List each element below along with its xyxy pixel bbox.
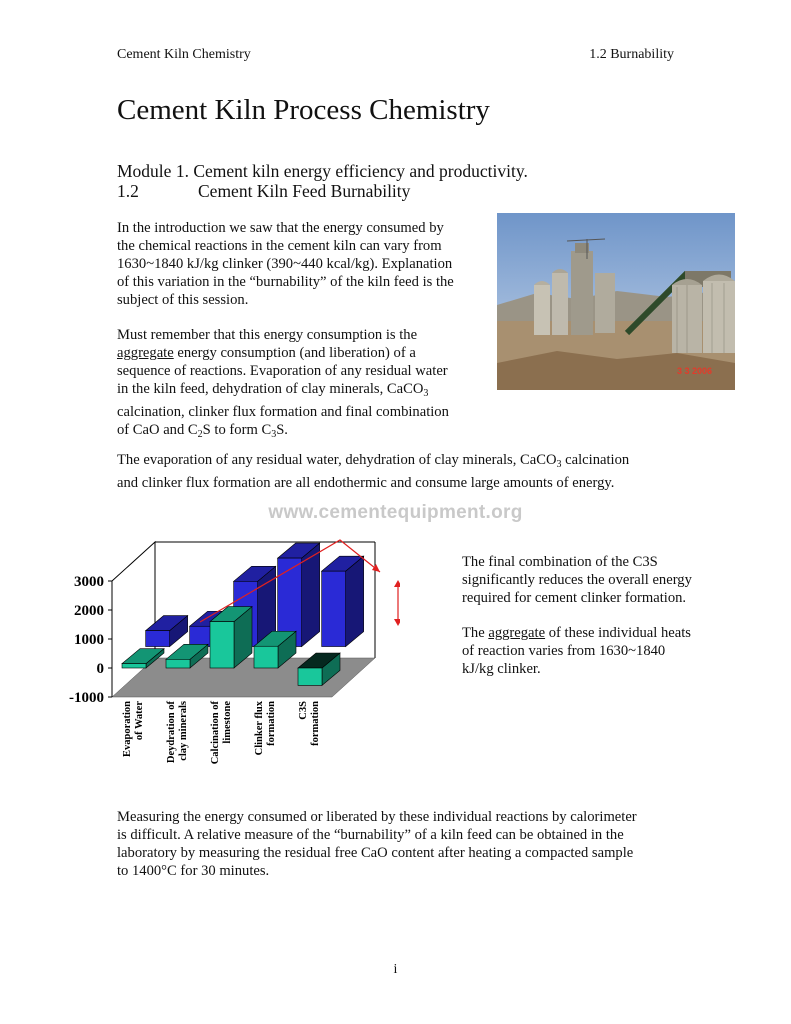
intro-paragraph [117, 219, 487, 309]
aggregate-underlined: aggregate [488, 625, 546, 641]
energy-chart [60, 530, 400, 770]
section-title: Cement Kiln Feed Burnability [198, 181, 411, 201]
para2-line: aggregate energy consumption (and liberation) of a [117, 345, 416, 361]
y-tick-label: -1000 [69, 690, 104, 706]
bottom-line: is difficult. A relative measure of the “burnability” of a kiln feed can be obtained in the [117, 827, 624, 843]
side-line: The aggregate of these individual heats [462, 625, 691, 641]
side-line: kJ/kg clinker. [462, 661, 541, 677]
para2-line: calcination, clinker flux formation and final combination [117, 404, 449, 420]
bar-back-series [322, 556, 364, 646]
section-number: 1.2 [117, 181, 139, 201]
watermark: www.cementequipment.org [268, 502, 523, 523]
para2-line: of CaO and $C_2S$ to form $C_3S$. [117, 422, 288, 440]
endothermic-paragraph [117, 451, 717, 492]
intro-line: the chemical reactions in the cement kiln can vary from [117, 238, 442, 254]
side-text-aggregate [462, 624, 762, 678]
aggregate-underlined: aggregate [117, 345, 174, 361]
side-line: required for cement clinker formation. [462, 590, 687, 606]
trend-arrow-head [372, 564, 380, 572]
page-number: i [393, 962, 398, 977]
cement-plant-photo [497, 213, 735, 390]
category-label: formation [266, 701, 277, 746]
bottom-line: laboratory by measuring the residual free CaO content after heating a compacted sample [117, 845, 634, 861]
y-tick-label: 3000 [74, 574, 104, 590]
para2-line: in the kiln feed, dehydration of clay minerals, CaCO$_3$ [117, 381, 429, 399]
range-arrow-up [394, 580, 400, 587]
photo-date-stamp: 3 3 2006 [677, 366, 713, 376]
category-label: formation [310, 701, 321, 746]
intro-line: subject of this session. [117, 292, 249, 308]
y-tick-label: 2000 [74, 603, 104, 619]
category-label: limestone [222, 701, 233, 744]
bar-back-series [146, 616, 188, 647]
para3-line: and clinker flux formation are all endothermic and consume large amounts of energy. [117, 475, 615, 491]
range-arrow-down [394, 619, 400, 626]
bottom-line: to 1400°C for 30 minutes. [117, 863, 270, 879]
para3-line: The evaporation of any residual water, dehydration of clay minerals, CaCO$_3$ calcination [117, 452, 630, 470]
para2-line: Must remember that this energy consumption is the [117, 327, 418, 343]
category-label: clay minerals [178, 701, 189, 761]
category-label: Evaporation [122, 701, 133, 758]
bottom-paragraph [117, 808, 717, 880]
aggregate-paragraph [117, 326, 487, 444]
category-label: Calcination of [210, 701, 221, 765]
header-right: 1.2 Burnability [589, 47, 674, 62]
intro-line: 1630~1840 kJ/kg clinker (390~440 kcal/kg). Explanation [117, 256, 453, 272]
y-tick-label: 1000 [74, 632, 104, 648]
category-label: of Water [134, 701, 145, 741]
side-line: The final combination of the C3S [462, 554, 658, 570]
intro-line: of this variation in the “burnability” of the kiln feed is the [117, 274, 454, 290]
side-line: significantly reduces the overall energy [462, 572, 692, 588]
para2-line: sequence of reactions. Evaporation of any residual water [117, 363, 448, 379]
page-title: Cement Kiln Process Chemistry [117, 94, 490, 126]
side-line: of reaction varies from 1630~1840 [462, 643, 666, 659]
category-label: C3S [298, 701, 309, 720]
category-label: Deydration of [166, 701, 177, 764]
module-line: Module 1. Cement kiln energy efficiency and productivity. [117, 161, 528, 181]
bottom-line: Measuring the energy consumed or liberated by these individual reactions by calorimeter [117, 809, 637, 825]
y-tick-label: 0 [96, 661, 104, 677]
side-text-c3s [462, 553, 762, 607]
intro-line: In the introduction we saw that the energy consumed by [117, 220, 444, 236]
header-left: Cement Kiln Chemistry [117, 47, 251, 62]
category-label: Clinker flux [254, 701, 265, 756]
